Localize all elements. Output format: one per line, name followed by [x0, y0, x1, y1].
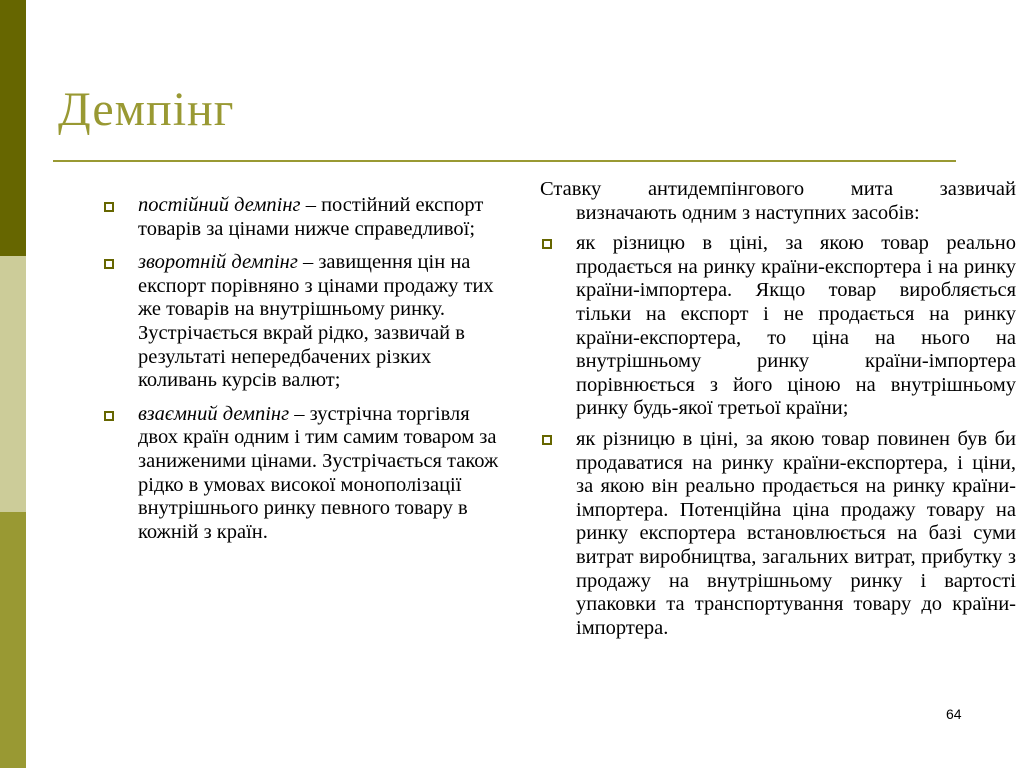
item-text: – постійний експорт товарів за цінами нижче справедливої;	[138, 194, 484, 240]
sidebar-stripe	[0, 0, 26, 768]
slide-title: Демпінг	[58, 83, 235, 136]
item-term: взаємний демпінг	[138, 402, 290, 425]
square-bullet-icon	[542, 435, 552, 445]
sidebar-segment-light	[0, 256, 26, 512]
left-column	[102, 194, 512, 554]
list-item	[540, 232, 1016, 421]
intro-line-continued: визначають одним з наступних засобів:	[576, 201, 920, 224]
page-number: 64	[946, 706, 962, 722]
title-divider	[53, 160, 956, 162]
sidebar-segment-mid	[0, 512, 26, 768]
item-text: як різницю в ціні, за якою товар повинен був би продаватися на ринку країни-експортера, і ціни, за якою він реально продається на ринку країни-імпортера. Потенційна ціна продажу товару на ринку експортера встановлюється на базі суми витрат виробництва, загальних витрат, прибутку з продажу на внутрішньому ринку і вартості упаковки та транспортування товару до країни-імпортера.	[576, 427, 1016, 639]
list-item	[102, 251, 512, 393]
item-term: постійний демпінг	[138, 194, 301, 216]
sidebar-segment-dark	[0, 0, 26, 256]
intro-line: Ставку антидемпінгового мита зазвичай	[540, 178, 1016, 200]
item-text: – зустрічна торгівля двох країн одним і тим самим товаром за заниженими цінами. Зустрічається також рідко в умовах високої монополізації внутрішнього ринку певного товару в кожній з країн.	[138, 402, 499, 543]
list-item	[540, 428, 1016, 640]
right-column	[540, 178, 1016, 640]
list-item	[102, 403, 512, 545]
square-bullet-icon	[542, 239, 552, 249]
square-bullet-icon	[104, 411, 114, 421]
item-term: зворотній демпінг	[138, 251, 298, 274]
list-item	[102, 194, 512, 241]
item-text: як різницю в ціні, за якою товар реально продається на ринку країни-експортера і на ринку країни-імпортера. Якщо товар виробляється тільки на експорт і не продається на ринку країни-експортера, то ціна на нього на внутрішньому ринку країни-імпортера порівнюється з його ціною на внутрішньому ринку будь-якої третьої країни;	[576, 232, 1016, 420]
square-bullet-icon	[104, 202, 114, 212]
square-bullet-icon	[104, 259, 114, 269]
item-text: – завищення цін на експорт порівняно з цінами продажу тих же товарів на внутрішньому ринку. Зустрічається вкрай рідко, зазвичай в результаті непередбачених різких коливань курсів валют;	[138, 251, 494, 392]
